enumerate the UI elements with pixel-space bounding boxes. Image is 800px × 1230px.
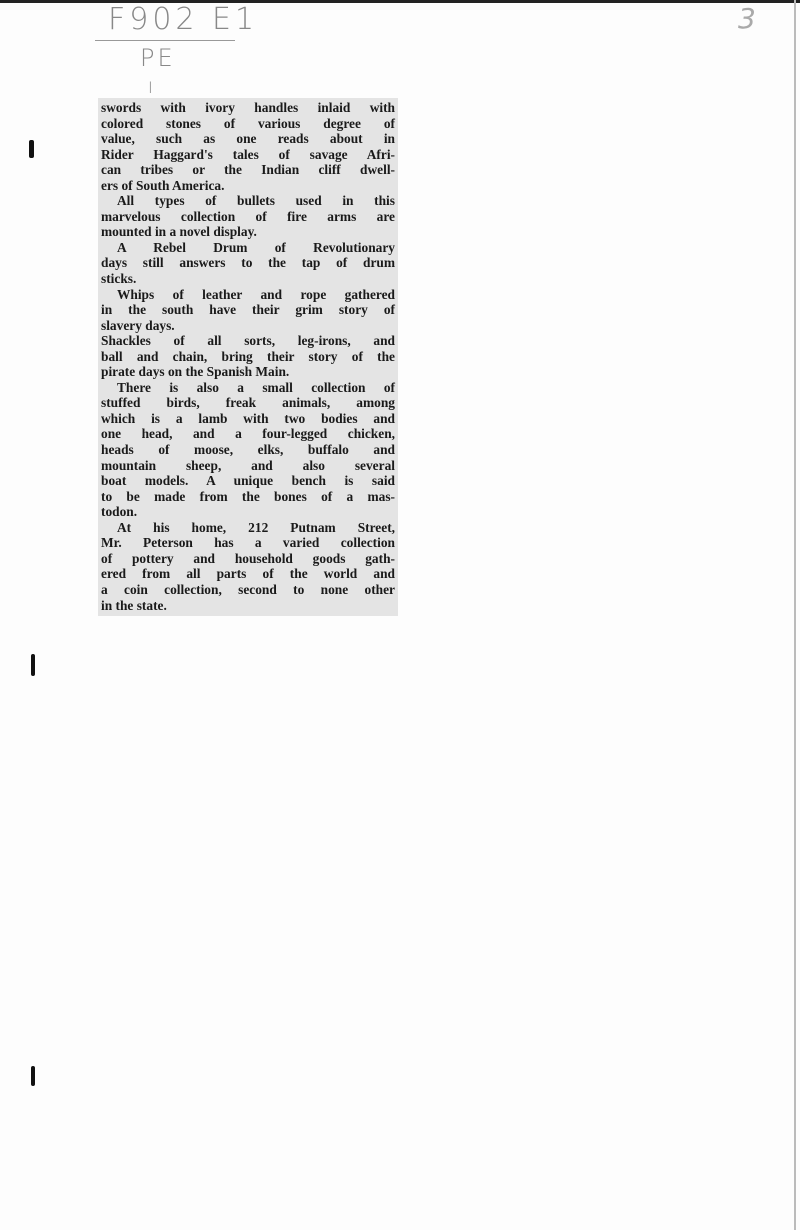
article-line: sticks.: [101, 271, 137, 287]
article-line: Rider Haggard's tales of savage Afri-: [101, 146, 395, 162]
article-line: in the state.: [101, 597, 167, 613]
article-line: one head, and a four-legged chicken,: [101, 426, 395, 442]
article-line: stuffed birds, freak animals, among: [101, 395, 395, 411]
article-line: can tribes or the Indian cliff dwell-: [101, 162, 395, 178]
article-line: ers of South America.: [101, 177, 225, 193]
article-line: which is a lamb with two bodies and: [101, 410, 395, 426]
article-line: in the south have their grim story of: [101, 302, 395, 318]
article-line: heads of moose, elks, buffalo and: [101, 442, 395, 458]
article-line: todon.: [101, 504, 138, 520]
article-line: colored stones of various degree of: [101, 115, 395, 131]
scan-right-edge: [794, 0, 796, 1230]
binding-hole-mark: [29, 140, 34, 158]
article-line: Whips of leather and rope gathered: [117, 286, 395, 302]
article-line: a coin collection, second to none other: [101, 581, 395, 597]
handwritten-call-number: F902 E1: [108, 2, 259, 37]
article-line: At his home, 212 Putnam Street,: [117, 519, 395, 535]
article-line: marvelous collection of fire arms are: [101, 208, 395, 224]
article-line: value, such as one reads about in: [101, 131, 395, 147]
article-line: A Rebel Drum of Revolutionary: [117, 239, 395, 255]
article-line: There is also a small collection of: [117, 379, 395, 395]
article-line: Shackles of all sorts, leg-irons, and: [101, 333, 395, 349]
article-line: Mr. Peterson has a varied collection: [101, 535, 395, 551]
article-line: mountain sheep, and also several: [101, 457, 395, 473]
article-line: days still answers to the tap of drum: [101, 255, 395, 271]
binding-hole-mark: [31, 1066, 35, 1086]
article-line: ball and chain, bring their story of the: [101, 348, 395, 364]
page-number: 3: [738, 2, 756, 35]
article-line: slavery days.: [101, 317, 175, 333]
binding-hole-mark: [31, 654, 35, 676]
handwritten-sub-code: PE: [140, 44, 176, 72]
article-line: swords with ivory handles inlaid with: [101, 100, 395, 115]
article-line: mounted in a novel display.: [101, 224, 257, 240]
handwritten-rule: [95, 40, 235, 41]
article-line: of pottery and household goods gath-: [101, 550, 395, 566]
article-line: pirate days on the Spanish Main.: [101, 364, 290, 380]
handwritten-tick: I: [148, 78, 153, 97]
article-line: ered from all parts of the world and: [101, 566, 395, 582]
article-line: All types of bullets used in this: [117, 193, 395, 209]
article-line: to be made from the bones of a mas-: [101, 488, 395, 504]
article-line: boat models. A unique bench is said: [101, 473, 395, 489]
article-column: [101, 100, 395, 613]
